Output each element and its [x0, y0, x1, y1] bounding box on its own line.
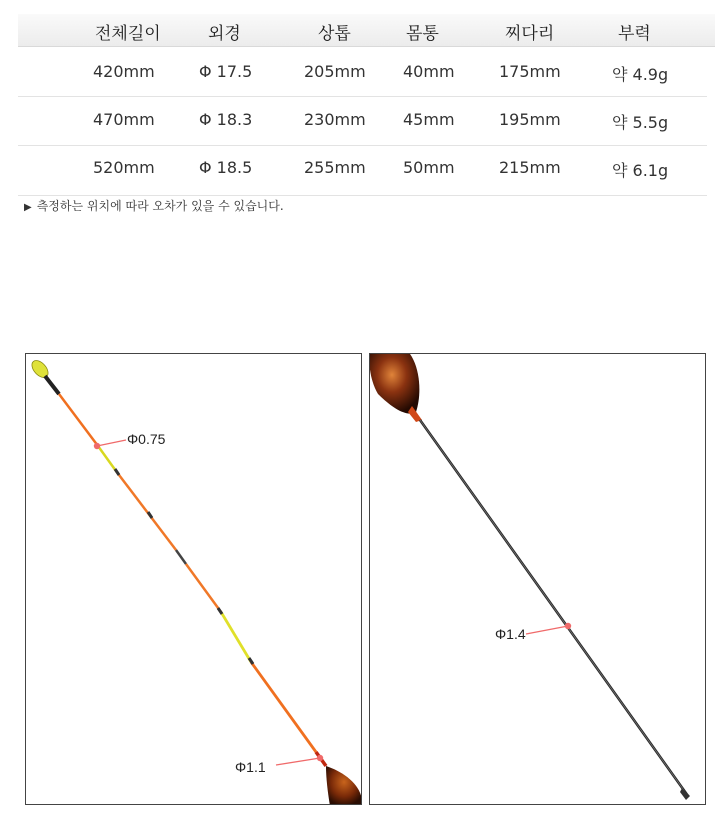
- header-stem: 찌다리: [505, 24, 555, 44]
- table-cell: 255mm: [304, 158, 366, 177]
- triangle-bullet-icon: ▶: [24, 202, 32, 213]
- table-cell: 195mm: [499, 110, 561, 129]
- table-cell: 205mm: [304, 62, 366, 81]
- table-cell: 175mm: [499, 62, 561, 81]
- row-divider: [18, 145, 707, 146]
- table-cell: 230mm: [304, 110, 366, 129]
- table-cell: 215mm: [499, 158, 561, 177]
- table-cell: 50mm: [403, 158, 455, 177]
- diameter-label-top: Φ0.75: [127, 431, 166, 447]
- measurement-note: [24, 197, 284, 214]
- header-top: 상톱: [318, 24, 351, 44]
- float-top-detail-image: [25, 353, 362, 805]
- table-cell: 약 6.1g: [612, 161, 669, 180]
- float-stem-illustration: [370, 354, 705, 804]
- header-buoyancy: 부력: [618, 24, 651, 44]
- diameter-label-bottom: Φ1.1: [235, 759, 266, 775]
- table-cell: 520mm: [93, 158, 155, 177]
- float-tip-illustration: [26, 354, 361, 804]
- table-cell: 420mm: [93, 62, 155, 81]
- row-divider: [18, 96, 707, 97]
- table-cell: Φ 18.5: [199, 158, 253, 177]
- table-cell: 45mm: [403, 110, 455, 129]
- table-cell: Φ 17.5: [199, 62, 253, 81]
- table-cell: 약 4.9g: [612, 65, 669, 84]
- note-text: 측정하는 위치에 따라 오차가 있을 수 있습니다.: [36, 199, 284, 213]
- header-total-length: 전체길이: [95, 24, 161, 44]
- row-divider: [18, 195, 707, 196]
- header-diameter: 외경: [208, 24, 241, 44]
- header-body: 몸통: [406, 24, 439, 44]
- float-stem-detail-image: [369, 353, 706, 805]
- table-cell: 40mm: [403, 62, 455, 81]
- diameter-label-mid: Φ1.4: [495, 626, 526, 642]
- table-cell: 약 5.5g: [612, 113, 669, 132]
- table-cell: Φ 18.3: [199, 110, 253, 129]
- table-cell: 470mm: [93, 110, 155, 129]
